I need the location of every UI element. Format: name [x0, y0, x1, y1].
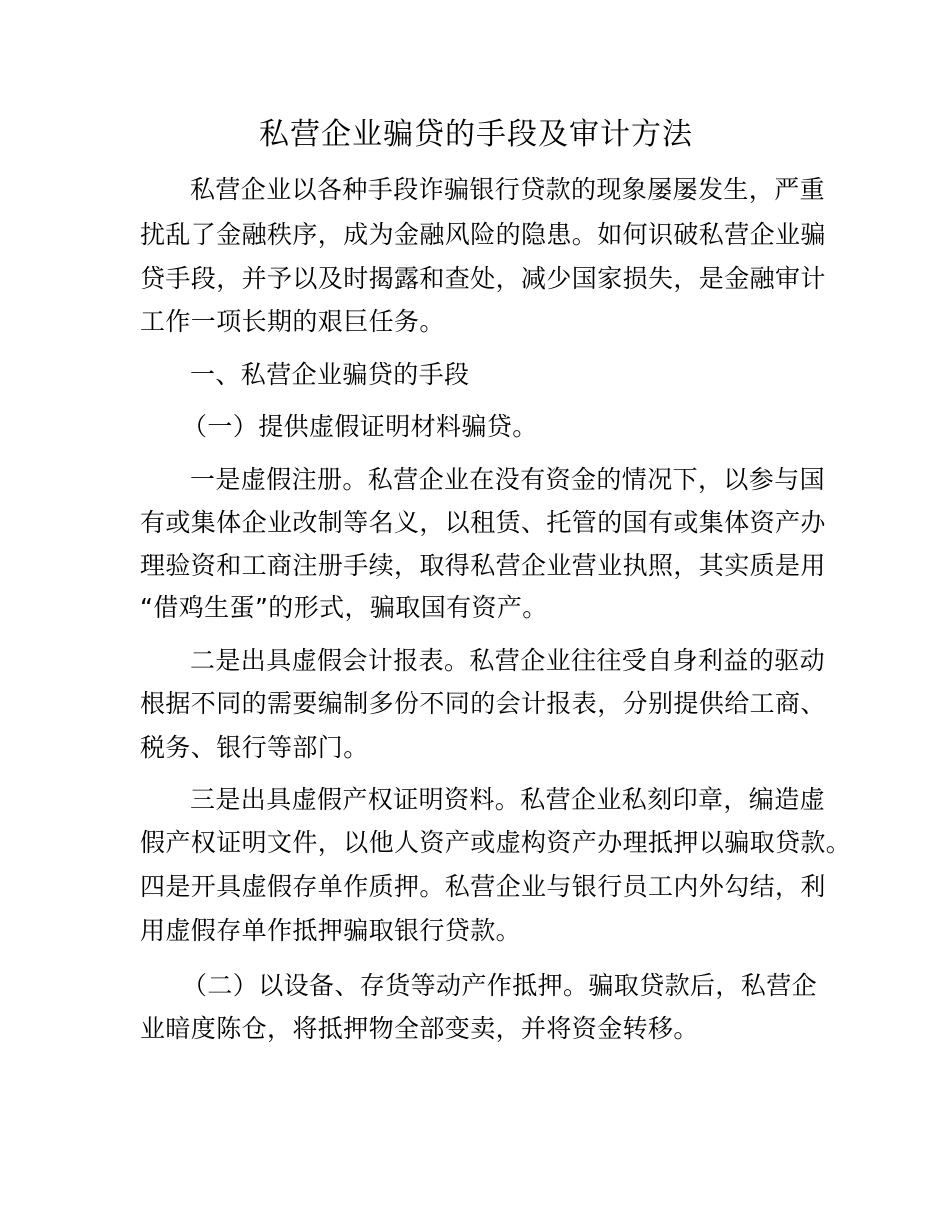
paragraph-fake-reports-line-3: 税务、银行等部门。	[140, 733, 369, 762]
paragraph-fake-reports-line-1: 二是出具虚假会计报表。私营企业往往受自身利益的驱动	[190, 646, 826, 675]
paragraph-fake-property-line-1: 三是出具虚假产权证明资料。私营企业私刻印章，编造虚	[190, 785, 826, 814]
subsection-heading-2-line-2: 业暗度陈仓，将抵押物全部变卖，并将资金转移。	[140, 1014, 699, 1043]
paragraph-fake-registration-line-2: 有或集体企业改制等名义，以租赁、托管的国有或集体资产办	[140, 508, 826, 537]
subsection-heading-1: （一）提供虚假证明材料骗贷。	[182, 412, 538, 441]
paragraph-fake-registration-line-3: 理验资和工商注册手续，取得私营企业营业执照，其实质是用	[140, 551, 826, 580]
subsection-heading-2-line-1: （二）以设备、存货等动产作抵押。骗取贷款后，私营企	[182, 971, 818, 1000]
paragraph-fake-reports-line-2: 根据不同的需要编制多份不同的会计报表，分别提供给工商、	[140, 689, 826, 718]
paragraph-intro-line-1: 私营企业以各种手段诈骗银行贷款的现象屡屡发生，严重	[190, 175, 826, 204]
section-heading-1: 一、私营企业骗贷的手段	[190, 360, 470, 389]
paragraph-fake-registration-line-4: “借鸡生蛋”的形式，骗取国有资产。	[140, 593, 548, 622]
paragraph-intro-line-2: 扰乱了金融秩序，成为金融风险的隐患。如何识破私营企业骗	[140, 220, 826, 249]
paragraph-fake-deposit-line-2: 用虚假存单作抵押骗取银行贷款。	[140, 916, 522, 945]
paragraph-intro-line-3: 贷手段，并予以及时揭露和查处，减少国家损失，是金融审计	[140, 264, 826, 293]
paragraph-intro-line-4: 工作一项长期的艰巨任务。	[140, 307, 445, 336]
paragraph-fake-deposit-line-1: 四是开具虚假存单作质押。私营企业与银行员工内外勾结，利	[140, 872, 826, 901]
paragraph-fake-property-line-2: 假产权证明文件，以他人资产或虚构资产办理抵押以骗取贷款。	[140, 828, 852, 857]
paragraph-fake-registration-line-1: 一是虚假注册。私营企业在没有资金的情况下，以参与国	[190, 465, 826, 494]
document-title: 私营企业骗贷的手段及审计方法	[259, 117, 693, 152]
